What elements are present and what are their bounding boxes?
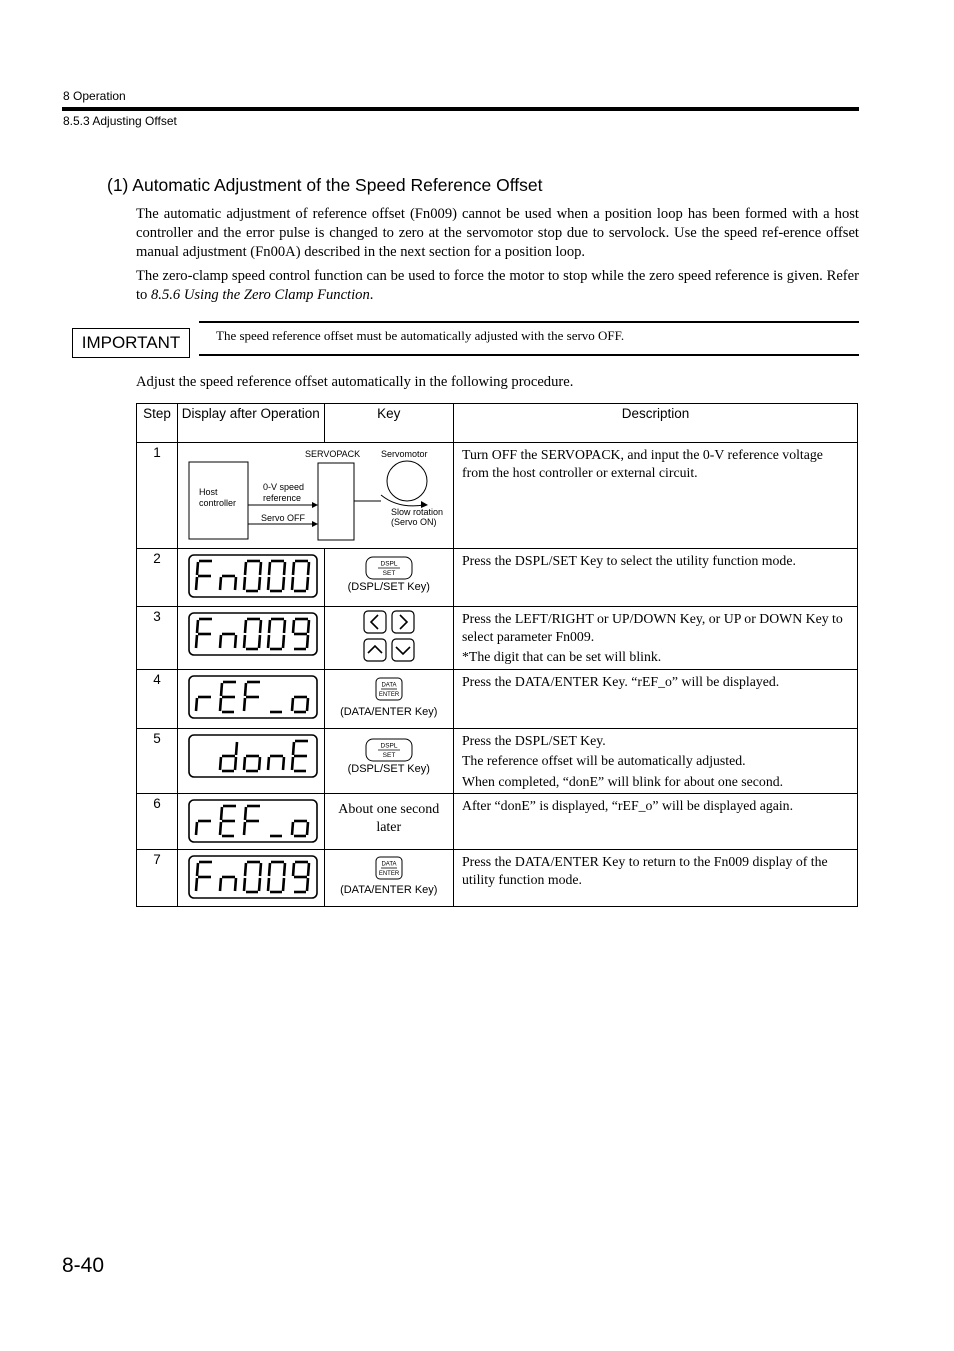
key-cell — [324, 549, 453, 607]
servopack-box — [318, 463, 354, 540]
table-row — [137, 607, 858, 670]
step-number: 7 — [137, 850, 178, 907]
key-caption: (DATA/ENTER Key) — [340, 705, 438, 718]
key-cell — [324, 607, 453, 670]
seven-segment-display — [188, 855, 318, 899]
procedure-table — [136, 403, 858, 907]
key-cell — [324, 669, 453, 728]
key-cell — [324, 794, 453, 850]
description-line: After “donE” is displayed, “rEF_o” will be displayed again. — [462, 798, 794, 813]
right-key-icon[interactable] — [391, 610, 415, 634]
seven-segment-display — [188, 554, 318, 598]
important-label: IMPORTANT — [72, 328, 190, 358]
step-number: 6 — [137, 794, 178, 850]
table-row — [137, 443, 858, 549]
left-key-icon[interactable] — [363, 610, 387, 634]
description-line: Press the DATA/ENTER Key. “rEF_o” will be displayed. — [462, 673, 780, 689]
servo-off-arrowhead — [312, 521, 318, 527]
description-line: When completed, “donE” will blink for about one second. — [462, 773, 784, 789]
table-row — [137, 794, 858, 850]
step-description — [454, 728, 858, 794]
data-enter-key-icon[interactable] — [374, 676, 404, 702]
step-description — [454, 850, 858, 907]
paragraph-2-reference[interactable]: 8.5.6 Using the Zero Clamp Function — [151, 287, 370, 303]
paragraph-1: The automatic adjustment of reference offset (Fn009) cannot be used when a position loop has been formed with a host controller and the error pulse is changed to zero at the servomotor stop due to servolock. Use the speed ref-erence offset manual adjustment (Fn00A) described in the next section for a position loop. — [136, 206, 859, 260]
step-number: 2 — [137, 549, 178, 607]
paragraph-2: The zero-clamp speed control function can be used to force the motor to stop while the zero speed reference is given. Refer to 8.5.6 Using the Zero Clamp Function. — [136, 268, 859, 303]
important-text: The speed reference offset must be automatically adjusted with the servo OFF. — [216, 328, 625, 343]
servomotor-label: Servomotor — [381, 449, 428, 459]
description-line: Turn OFF the SERVOPACK, and input the 0-V reference voltage from the host controller or external circuit. — [462, 447, 823, 480]
important-rule-bottom — [199, 354, 859, 356]
dspl-set-key-icon[interactable] — [364, 737, 414, 763]
key-cell — [324, 728, 453, 794]
step-description — [454, 443, 858, 549]
step-number: 1 — [137, 443, 178, 549]
seven-segment-display — [188, 734, 318, 778]
down-key-icon[interactable] — [391, 638, 415, 662]
step-number: 3 — [137, 607, 178, 670]
wiring-diagram-cell — [178, 443, 454, 549]
key-caption: (DSPL/SET Key) — [347, 762, 430, 775]
key-caption: (DSPL/SET Key) — [347, 581, 430, 593]
header-section: 8.5.3 Adjusting Offset — [63, 114, 177, 128]
description-line: Press the DSPL/SET Key. — [462, 732, 606, 748]
description-line: The reference offset will be automatically adjusted. — [462, 753, 746, 768]
header-step: Step — [137, 404, 178, 443]
key-caption: About one second later — [338, 802, 440, 835]
slow-rotation-label: Slow rotation — [391, 507, 444, 517]
reference-label-1: 0-V speed — [263, 482, 305, 492]
key-cell — [324, 850, 453, 907]
seven-segment-display — [188, 612, 318, 656]
servopack-label: SERVOPACK — [305, 449, 361, 459]
display-cell — [178, 850, 325, 907]
seven-segment-display — [188, 675, 318, 719]
page-number: 8-40 — [62, 1254, 105, 1277]
key-top-text: DSPL — [380, 742, 398, 749]
host-label-1: Host — [199, 487, 218, 497]
key-bottom-text: SET — [382, 570, 396, 577]
servomotor-symbol — [387, 461, 427, 501]
description-line: *The digit that can be set will blink. — [462, 649, 662, 664]
key-top-text: DSPL — [380, 560, 398, 568]
key-top-text: DATA — [381, 861, 397, 868]
step-description — [454, 607, 858, 670]
step-description — [454, 794, 858, 850]
description-line: Press the DSPL/SET Key to select the utility function mode. — [462, 553, 796, 568]
display-cell — [178, 794, 325, 850]
reference-label-2: reference — [263, 493, 302, 503]
display-cell — [178, 549, 325, 607]
description-line: Press the DATA/ENTER Key to return to the Fn009 display of the utility function mode. — [462, 854, 828, 887]
table-row — [137, 850, 858, 907]
host-label-2: controller — [199, 498, 237, 508]
servo-off-label: Servo OFF — [261, 513, 306, 523]
header-chapter: 8 Operation — [63, 89, 126, 103]
table-row — [137, 549, 858, 607]
step-number: 4 — [137, 669, 178, 728]
header-rule — [62, 107, 859, 111]
table-row — [137, 728, 858, 794]
key-bottom-text: SET — [382, 751, 396, 759]
table-header-row — [137, 404, 858, 443]
paragraph-2-text: The zero-clamp speed control function can be used to force the motor to stop while the zero speed reference is given. Refer to — [136, 268, 859, 303]
display-cell — [178, 728, 325, 794]
key-caption: (DATA/ENTER Key) — [340, 884, 438, 896]
step-number: 5 — [137, 728, 178, 794]
table-row — [137, 669, 858, 728]
up-key-icon[interactable] — [363, 638, 387, 662]
data-enter-key-icon[interactable] — [374, 855, 404, 881]
key-top-text: DATA — [381, 682, 397, 688]
servo-on-label: (Servo ON) — [391, 517, 437, 527]
key-bottom-text: ENTER — [378, 691, 399, 698]
wiring-diagram — [178, 443, 453, 547]
description-line: Press the LEFT/RIGHT or UP/DOWN Key, or UP or DOWN Key to select parameter Fn009. — [462, 611, 843, 644]
header-display: Display after Operation — [178, 404, 325, 443]
important-rule-top — [199, 321, 859, 323]
display-cell — [178, 607, 325, 670]
reference-arrowhead — [312, 502, 318, 508]
procedure-intro: Adjust the speed reference offset automatically in the following procedure. — [136, 374, 574, 390]
section-title: (1) Automatic Adjustment of the Speed Reference Offset — [107, 175, 543, 195]
header-key: Key — [324, 404, 453, 443]
header-description: Description — [454, 404, 858, 443]
seven-segment-display — [188, 799, 318, 843]
display-cell — [178, 669, 325, 728]
step-description — [454, 549, 858, 607]
step-description — [454, 669, 858, 728]
dspl-set-key-icon[interactable] — [364, 555, 414, 581]
key-bottom-text: ENTER — [378, 871, 399, 877]
